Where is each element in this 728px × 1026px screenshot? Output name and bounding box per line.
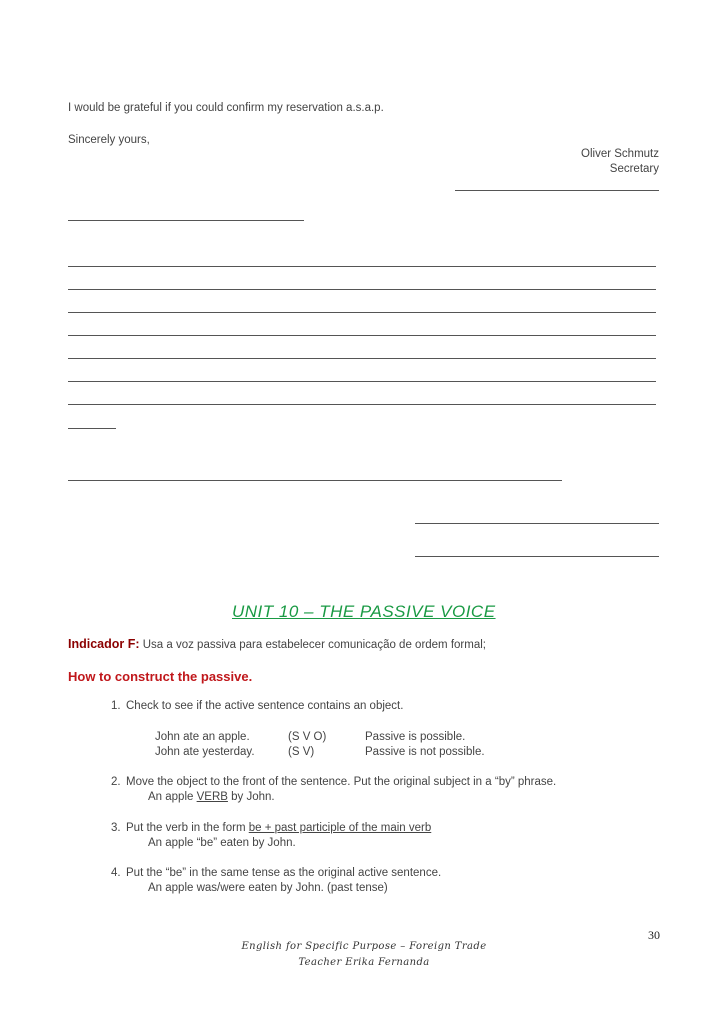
blank-line bbox=[415, 523, 659, 524]
step-3-text-pre: Put the verb in the form bbox=[126, 822, 249, 834]
blank-line bbox=[68, 480, 562, 481]
step-3-text-underlined: be + past participle of the main verb bbox=[248, 822, 432, 834]
blank-line bbox=[68, 266, 656, 267]
example-sentence: John ate an apple. bbox=[155, 731, 250, 743]
step-1-number: 1. bbox=[111, 700, 121, 712]
step-3-number: 3. bbox=[111, 822, 121, 834]
unit-title: UNIT 10 – THE PASSIVE VOICE bbox=[232, 602, 496, 621]
step-4-example: An apple was/were eaten by John. (past tense) bbox=[148, 882, 388, 894]
blank-line bbox=[68, 312, 656, 313]
example-sentence: John ate yesterday. bbox=[155, 746, 255, 758]
example-result: Passive is possible. bbox=[365, 731, 466, 743]
indicator-text: Usa a voz passiva para estabelecer comunicação de ordem formal; bbox=[139, 639, 486, 651]
step-3-text bbox=[126, 822, 431, 834]
howto-heading: How to construct the passive. bbox=[68, 669, 253, 684]
step-2-example bbox=[148, 791, 275, 803]
blank-line bbox=[68, 381, 656, 382]
blank-line-short bbox=[68, 428, 116, 429]
indicator-label: Indicador F: bbox=[68, 637, 140, 651]
blank-line bbox=[455, 190, 659, 191]
letter-closing: Sincerely yours, bbox=[68, 134, 150, 146]
footer-line-1: English for Specific Purpose – Foreign Trade bbox=[241, 941, 487, 952]
blank-line bbox=[68, 358, 656, 359]
blank-line bbox=[415, 556, 659, 557]
step-4-number: 4. bbox=[111, 867, 121, 879]
step-4-text: Put the “be” in the same tense as the original active sentence. bbox=[126, 867, 442, 879]
footer-line-2: Teacher Erika Fernanda bbox=[298, 957, 430, 968]
blank-line bbox=[68, 404, 656, 405]
step-2-example-verb: VERB bbox=[196, 791, 228, 803]
indicator-line bbox=[68, 637, 486, 651]
step-2-example-pre: An apple bbox=[148, 791, 197, 803]
blank-line bbox=[68, 289, 656, 290]
example-result: Passive is not possible. bbox=[365, 746, 485, 758]
blank-line bbox=[68, 220, 304, 221]
step-2-text: Move the object to the front of the sentence. Put the original subject in a “by” phrase. bbox=[126, 776, 557, 788]
example-pattern: (S V O) bbox=[288, 731, 327, 743]
step-3-example: An apple “be” eaten by John. bbox=[148, 837, 296, 849]
signer-title: Secretary bbox=[609, 163, 659, 175]
letter-line-confirm: I would be grateful if you could confirm my reservation a.s.a.p. bbox=[68, 102, 384, 114]
blank-line bbox=[68, 335, 656, 336]
step-2-example-post: by John. bbox=[227, 791, 275, 803]
step-2-number: 2. bbox=[111, 776, 121, 788]
example-pattern: (S V) bbox=[288, 746, 315, 758]
step-1-text: Check to see if the active sentence contains an object. bbox=[126, 700, 404, 712]
signer-name: Oliver Schmutz bbox=[581, 148, 659, 160]
page-number: 30 bbox=[648, 928, 660, 942]
